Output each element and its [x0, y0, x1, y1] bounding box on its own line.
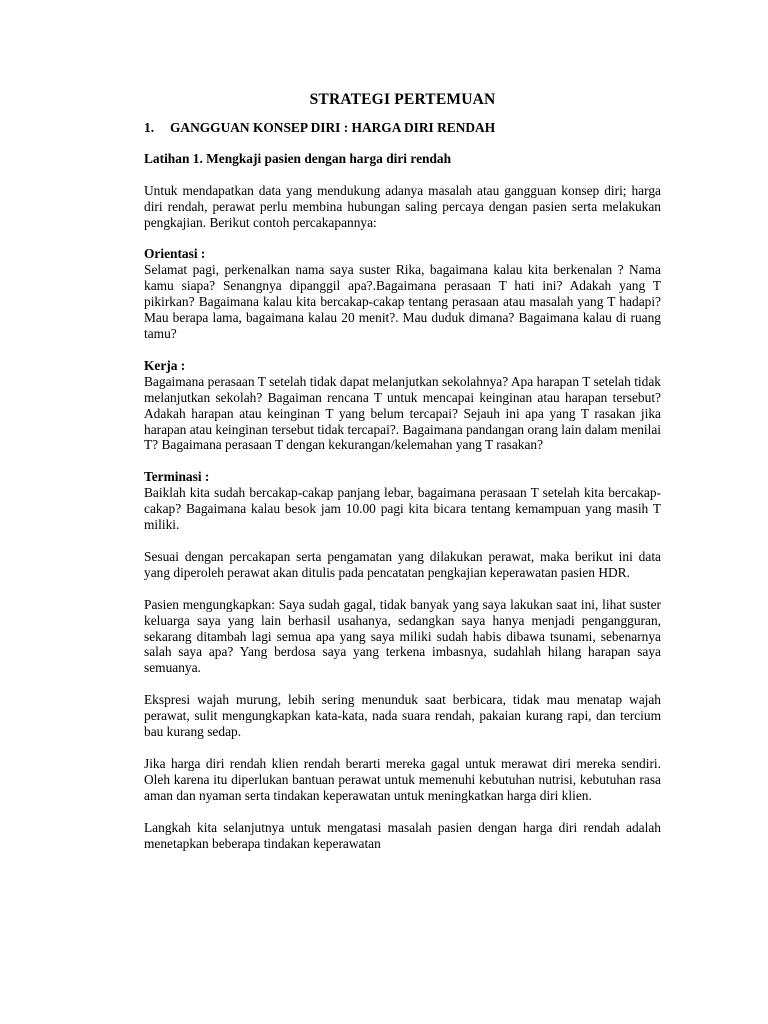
paragraph-needs: Jika harga diri rendah klien rendah berarti mereka gagal untuk merawat diri mereka sendiri. Oleh karena itu diperlukan bantuan perawat untuk memenuhi kebutuhan nutrisi, kebutuhan rasa aman dan nyaman serta tindakan keperawatan untuk meningkatkan harga diri klien. [144, 756, 661, 803]
section-number: 1. [144, 119, 155, 135]
document-page [144, 92, 661, 868]
kerja-label: Kerja : [144, 357, 186, 373]
orientasi-block [144, 246, 661, 341]
terminasi-text: Baiklah kita sudah bercakap-cakap panjang lebar, bagaimana perasaan T setelah kita bercakap-cakap? Bagaimana kalau besok jam 10.00 pagi kita bicara tentang kemampuan yang masih T miliki. [144, 485, 661, 533]
orientasi-label: Orientasi : [144, 246, 206, 262]
paragraph-observation: Sesuai dengan percakapan serta pengamatan yang dilakukan perawat, maka berikut ini data yang diperoleh perawat akan ditulis pada pencatatan pengkajian keperawatan pasien HDR. [144, 548, 661, 580]
orientasi-text: Selamat pagi, perkenalkan nama saya suster Rika, bagaimana kalau kita berkenalan ? Nama kamu siapa? Senangnya dipanggil apa?.Bagaimana perasaan T hati ini? Adakah yang T pikirkan? Bagaimana kalau kita bercakap-cakap tentang perasaan atau masalah yang T hadapi? Mau berapa lama, bagaimana kalau 20 menit?. Mau duduk dimana? Bagaimana kalau di ruang tamu? [144, 262, 661, 341]
paragraph-expression: Ekspresi wajah murung, lebih sering menunduk saat berbicara, tidak mau menatap wajah perawat, sulit mengungkapkan kata-kata, nada suara rendah, pakaian kurang rapi, dan tercium bau kurang sedap. [144, 692, 661, 740]
terminasi-label: Terminasi : [144, 469, 210, 485]
section-heading [144, 120, 661, 136]
terminasi-block [144, 469, 661, 533]
exercise-title: Latihan 1. Mengkaji pasien dengan harga diri rendah [144, 150, 452, 166]
document-title: STRATEGI PERTEMUAN [309, 91, 496, 108]
paragraph-next-step: Langkah kita selanjutnya untuk mengatasi masalah pasien dengan harga diri rendah adalah menetapkan beberapa tindakan keperawatan [144, 819, 661, 851]
paragraph-patient-statement: Pasien mengungkapkan: Saya sudah gagal, tidak banyak yang saya lakukan saat ini, lihat suster keluarga saya yang lain berhasil usahanya, sedangkan saya hanya menjadi pengangguran, sekarang ditambah lagi semua apa yang saya miliki sudah habis dibawa tsunami, sebenarnya salah saya apa? Yang berdosa saya yang terkena imbasnya, sudahlah hilang harapan saya semuanya. [144, 596, 661, 676]
kerja-block [144, 358, 661, 453]
section-title: GANGGUAN KONSEP DIRI : HARGA DIRI RENDAH [170, 119, 496, 135]
kerja-text: Bagaimana perasaan T setelah tidak dapat melanjutkan sekolahnya? Apa harapan T setelah tidak melanjutkan sekolah? Bagaiman rencana T untuk mencapai keinginan atau harapan tersebut? Adakah harapan atau keinginan T yang belum tercapai? Sejauh ini apa yang T rasakan jika harapan atau keinginan tersebut tidak tercapai?. Bagaimana pandangan orang lain dalam menilai T? Bagaimana perasaan T dengan kekurangan/kelemahan yang T rasakan? [144, 373, 661, 453]
intro-paragraph: Untuk mendapatkan data yang mendukung adanya masalah atau gangguan konsep diri; harga diri rendah, perawat perlu membina hubungan saling percaya dengan pasien serta melakukan pengkajian. Berikut contoh percakapannya: [144, 182, 661, 230]
